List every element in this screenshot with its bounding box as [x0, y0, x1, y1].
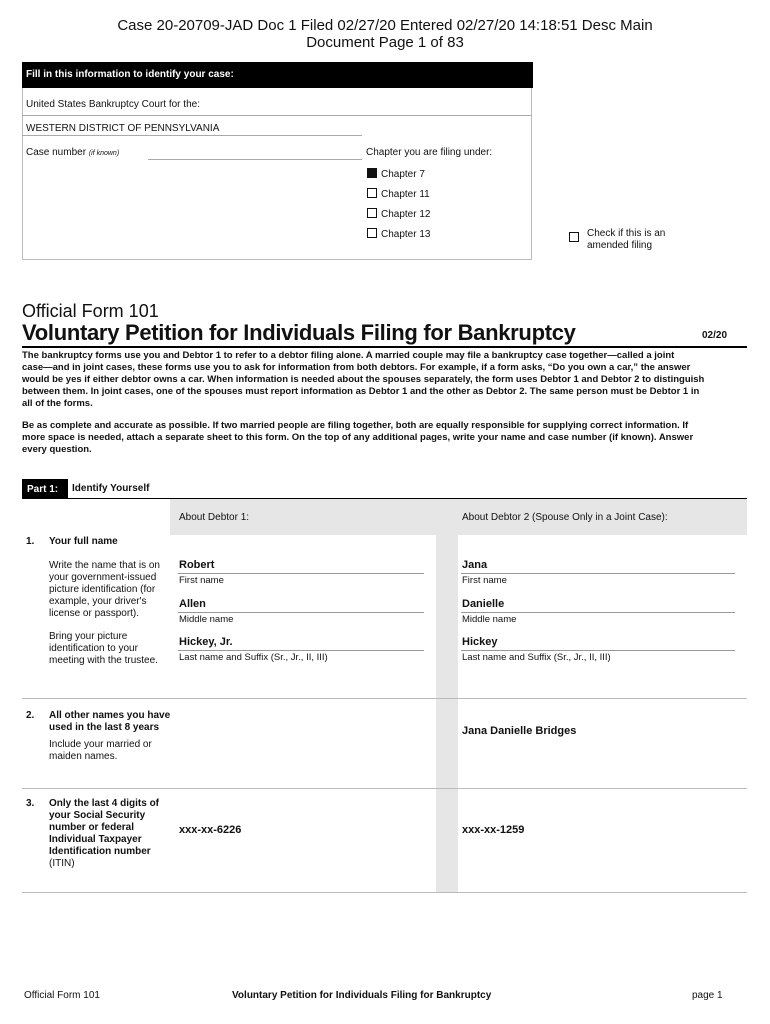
part-1-label: Part 1:	[22, 479, 68, 499]
form-number: Official Form 101	[22, 301, 159, 321]
section-divider	[22, 698, 747, 699]
debtor-1-middle-name[interactable]: Allen	[179, 598, 206, 610]
q3-number: 3.	[26, 798, 35, 809]
chapter-12-label: Chapter 12	[381, 209, 431, 220]
district-name[interactable]: WESTERN DISTRICT OF PENNSYLVANIA	[26, 123, 220, 134]
debtor-2-middle-name[interactable]: Danielle	[462, 598, 505, 610]
section-divider	[22, 892, 747, 893]
last-name-label: Last name and Suffix (Sr., Jr., II, III)	[179, 652, 328, 663]
section-divider	[22, 788, 747, 789]
field-underline	[178, 612, 424, 613]
field-underline	[461, 650, 735, 651]
q1-label: Your full name	[49, 536, 118, 547]
q1-help-1: Write the name that is on your government-issued picture identification (for example, your driver's license or passport).	[49, 560, 160, 619]
q1-number: 1.	[26, 536, 35, 547]
q3-label-tail: (ITIN)	[49, 858, 75, 869]
case-id-header: Fill in this information to identify your case:	[22, 62, 533, 88]
amended-label: Check if this is an amended filing	[587, 228, 666, 251]
debtor-1-last-name[interactable]: Hickey, Jr.	[179, 636, 233, 648]
field-underline	[178, 573, 424, 574]
chapter-7-label: Chapter 7	[381, 169, 425, 180]
case-id-box	[22, 62, 532, 260]
chapter-13-label: Chapter 13	[381, 229, 431, 240]
amended-checkbox[interactable]	[569, 228, 583, 246]
divider	[22, 115, 532, 116]
form-title: Voluntary Petition for Individuals Filing for Bankruptcy	[22, 320, 576, 345]
q1-help-2: Bring your picture identification to your meeting with the trustee.	[49, 631, 158, 666]
field-underline	[461, 612, 735, 613]
part-1-title: Identify Yourself	[72, 483, 150, 494]
chapter-11-label: Chapter 11	[381, 189, 430, 200]
field-underline	[178, 650, 424, 651]
debtor-1-ssn[interactable]: xxx-xx-6226	[179, 824, 242, 836]
footer-form-number: Official Form 101	[24, 990, 100, 1001]
title-rule	[22, 346, 747, 348]
case-number-underline	[148, 159, 362, 160]
case-number-field[interactable]	[150, 147, 360, 159]
chapter-7-checkbox[interactable]	[367, 168, 377, 178]
court-label: United States Bankruptcy Court for the:	[26, 99, 200, 110]
chapter-11-checkbox[interactable]	[367, 188, 377, 198]
q3-label: Only the last 4 digits of your Social Security number or federal Individual Taxpayer Identification number	[49, 798, 160, 857]
case-number-label	[26, 147, 119, 158]
case-stamp-line-2: Document Page 1 of 83	[306, 34, 464, 51]
intro-paragraph-2: Be as complete and accurate as possible. If two married people are filing together, both are equally responsible for supplying correct information. If more space is needed, attach a separate sheet to this form. On the top of any additional pages, write your name and case number (if known). Answer every question.	[22, 420, 694, 455]
chapter-12-option[interactable]	[367, 208, 430, 220]
chapter-12-checkbox[interactable]	[367, 208, 377, 218]
debtor-2-other-names[interactable]: Jana Danielle Bridges	[462, 725, 577, 737]
column-divider	[436, 535, 458, 892]
case-number-label-text: Case number	[26, 147, 87, 158]
last-name-label: Last name and Suffix (Sr., Jr., II, III)	[462, 652, 611, 663]
intro-paragraph-1: The bankruptcy forms use you and Debtor 1 to refer to a debtor filing alone. A married couple may file a bankruptcy case together—called a joint case—and in joint cases, these forms use you to ask for information from both debtors. For example, if a form asks, “Do you own a car,” the answer would be yes if either debtor owns a car. When information is needed about the spouses separately, the form uses Debtor 1 and Debtor 2 to distinguish between them. In joint cases, one of the spouses must report information as Debtor 1 and the other as Debtor 2. The same person must be Debtor 1 in all of the forms.	[22, 350, 705, 409]
chapter-7-option[interactable]	[367, 168, 425, 180]
debtor-2-ssn[interactable]: xxx-xx-1259	[462, 824, 525, 836]
debtor-2-first-name[interactable]: Jana	[462, 559, 488, 571]
debtor-1-column-header: About Debtor 1:	[179, 512, 250, 523]
case-stamp-line-1: Case 20-20709-JAD Doc 1 Filed 02/27/20 Entered 02/27/20 14:18:51 Desc Main	[117, 17, 653, 34]
debtor-2-last-name[interactable]: Hickey	[462, 636, 498, 648]
form-revision: 02/20	[702, 330, 728, 341]
footer-page-number: page 1	[692, 990, 723, 1001]
chapter-13-option[interactable]	[367, 228, 430, 240]
debtor-2-column-header: About Debtor 2 (Spouse Only in a Joint Case):	[462, 512, 668, 523]
field-underline	[461, 573, 735, 574]
debtor-1-first-name[interactable]: Robert	[179, 559, 215, 571]
middle-name-label: Middle name	[179, 614, 234, 625]
q2-help: Include your married or maiden names.	[49, 739, 152, 762]
case-number-hint: (if known)	[88, 150, 120, 157]
chapter-label: Chapter you are filing under:	[366, 147, 493, 158]
q2-label: All other names you have used in the last 8 years	[49, 710, 171, 733]
first-name-label: First name	[462, 575, 507, 586]
first-name-label: First name	[179, 575, 224, 586]
chapter-11-option[interactable]	[367, 188, 430, 200]
middle-name-label: Middle name	[462, 614, 517, 625]
q2-number: 2.	[26, 710, 35, 721]
district-underline	[22, 135, 362, 136]
footer-form-title: Voluntary Petition for Individuals Filing for Bankruptcy	[232, 990, 492, 1001]
chapter-13-checkbox[interactable]	[367, 228, 377, 238]
